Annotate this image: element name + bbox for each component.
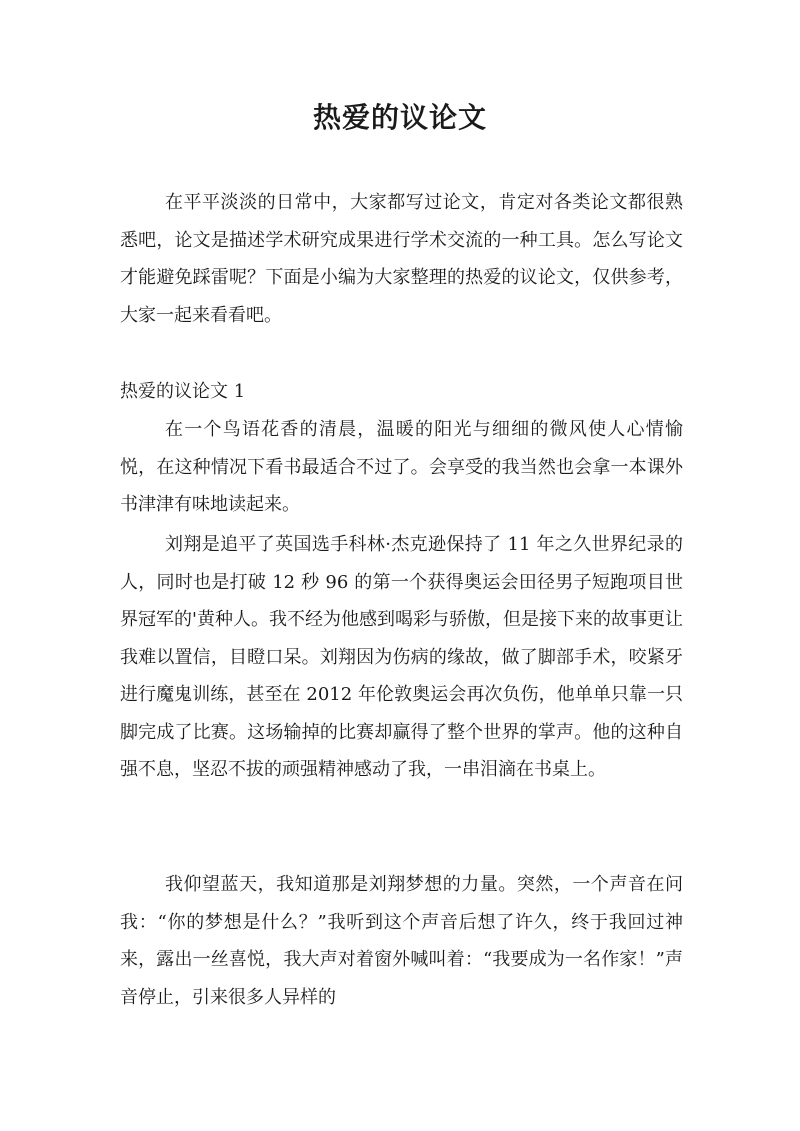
- section-heading: 热爱的议论文 1: [120, 381, 246, 402]
- intro-paragraph: 在平平淡淡的日常中，大家都写过论文，肯定对各类论文都很熟悉吧，论文是描述学术研究成果进行学术交流的一种工具。怎么写论文才能避免踩雷呢？下面是小编为大家整理的热爱的议论文，仅供参考，大家一起来看看吧。: [120, 192, 683, 326]
- body-paragraph-1: 在一个鸟语花香的清晨，温暖的阳光与细细的微风使人心情愉悦，在这种情况下看书最适合不过了。会享受的我当然也会拿一本课外书津津有味地读起来。: [120, 419, 683, 515]
- document-title: 热爱的议论文: [312, 101, 487, 134]
- body-paragraph-3: 我仰望蓝天，我知道那是刘翔梦想的力量。突然，一个声音在问我：“你的梦想是什么？”我听到这个声音后想了许久，终于我回过神来，露出一丝喜悦，我大声对着窗外喊叫着：“我要成为一名作家！”声音停止，引来很多人异样的: [120, 874, 683, 1008]
- body-paragraph-2: 刘翔是追平了英国选手科林·杰克逊保持了 11 年之久世界纪录的人，同时也是打破 12 秒 96 的第一个获得奥运会田径男子短跑项目世界冠军的'黄种人。我不经为他感到喝彩与骄傲，但是接下来的故事更让我难以置信，目瞪口呆。刘翔因为伤病的缘故，做了脚部手术，咬紧牙进行魔鬼训练，甚至在 2012 年伦敦奥运会再次负伤，他单单只靠一只脚完成了比赛。这场输掉的比赛却赢得了整个世界的掌声。他的这种自强不息，坚忍不拔的顽强精神感动了我，一串泪滴在书桌上。: [120, 534, 683, 780]
